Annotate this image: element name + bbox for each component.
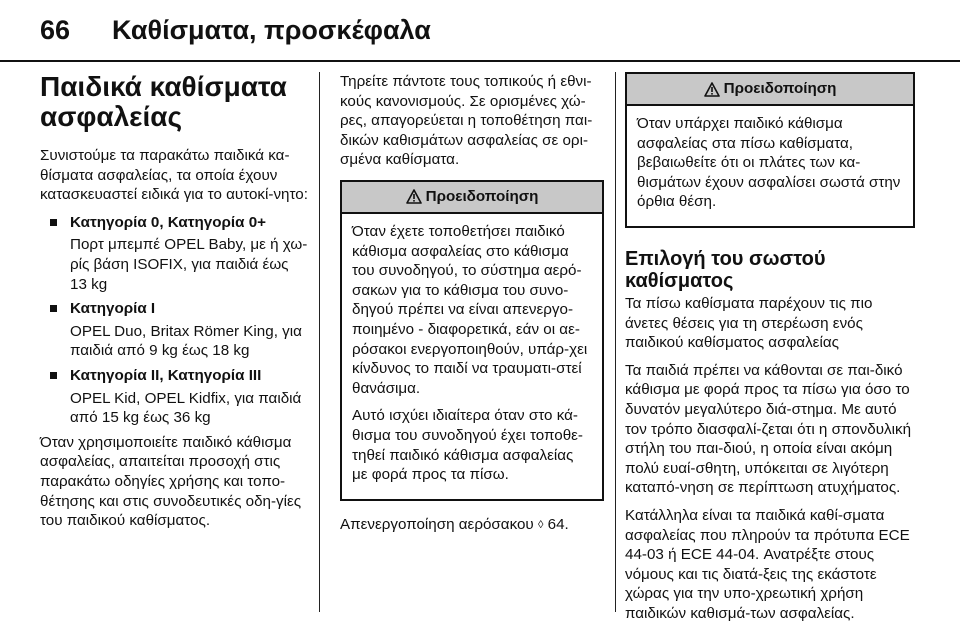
header-rule (0, 60, 960, 62)
warning-box (340, 180, 604, 501)
list-item (40, 299, 308, 361)
list-item-body: Πορτ μπεμπέ OPEL Baby, με ή χω-ρίς βάση ISOFIX, για παιδιά έως 13 kg (70, 236, 308, 293)
section-heading-child-seats: Παιδικά καθίσματα ασφαλείας (40, 71, 287, 132)
warning-box (625, 72, 915, 228)
list-item (40, 213, 308, 294)
page-reference-icon: ◊ (537, 518, 544, 531)
intro-paragraph: Συνιστούμε τα παρακάτω παιδικά κα-θίσματα ασφαλείας, τα οποία έχουν κατασκευαστεί ειδικά για το αυτοκί-νητο: (40, 147, 308, 204)
list-item-body: OPEL Kid, OPEL Kidfix, για παιδιά από 15 kg έως 36 kg (70, 389, 302, 427)
list-item-heading: Κατηγορία II, Κατηγορία III (70, 366, 262, 384)
cross-reference-page: 64. (547, 515, 569, 533)
column-divider-1 (319, 72, 320, 612)
body-paragraph: Κατάλληλα είναι τα παιδικά καθί-σματα ασφαλείας που πληρούν τα πρότυπα ECE 44-03 ή ECE 44-04. Ανατρέξτε στους νόμους και τις διατά-ξεις της εκάστοτε χώρας για την υπο-χρεωτική χρήση παιδικών καθισμά-των ασφαλείας. (625, 506, 910, 622)
square-bullet-icon (50, 372, 57, 379)
cross-reference (340, 515, 604, 536)
square-bullet-icon (50, 219, 57, 226)
warning-label: Προειδοποίηση (425, 188, 539, 206)
column-divider-2 (615, 72, 616, 612)
regulations-paragraph: Τηρείτε πάντοτε τους τοπικούς ή εθνι-κούς κανονισμούς. Σε ορισμένες χώ-ρες, απαγορεύεται η τοποθέτηση παι-δικών καθισμάτων ασφαλείας σε ορι-σμένα καθίσματα. (340, 73, 593, 169)
column-2 (340, 72, 604, 543)
body-paragraph: Τα παιδιά πρέπει να κάθονται σε παι-δικό κάθισμα με φορά προς τα πίσω για όσο το δυνατόν μεγαλύτερο διά-στημα. Με αυτό τον τρόπο διασφαλί-ζεται ότι η σπονδυλική στήλη του παι-διού, η οποία είναι ακόμη πολύ ευαί-σθητη, υπόκειται σε λιγότερη καταπό-νηση σε περίπτωση ατυχήματος. (625, 361, 912, 497)
page-number: 66 (40, 15, 71, 45)
list-item-heading: Κατηγορία I (70, 300, 156, 318)
section-heading-seat-selection: Επιλογή του σωστού καθίσματος (625, 247, 826, 292)
page-header (0, 0, 960, 62)
warning-paragraph: Αυτό ισχύει ιδιαίτερα όταν στο κά-θισμα του συνοδηγού έχει τοποθε-τηθεί παιδικό κάθισμα ασφαλείας με φορά προς τα πίσω. (352, 407, 583, 484)
warning-body (627, 106, 913, 226)
warning-triangle-icon (406, 189, 422, 204)
square-bullet-icon (50, 305, 57, 312)
warning-header (342, 182, 602, 214)
warning-triangle-icon (704, 82, 720, 97)
warning-header (627, 74, 913, 106)
running-title: Καθίσματα, προσκέφαλα (112, 15, 431, 45)
body-paragraph: Τα πίσω καθίσματα παρέχουν τις πιο άνετες θέσεις για τη στερέωση ενός παιδικού καθίσματος ασφαλείας (625, 294, 873, 352)
column-1 (40, 72, 308, 539)
warning-paragraph: Όταν υπάρχει παιδικό κάθισμα ασφαλείας στα πίσω καθίσματα, βεβαιωθείτε ότι οι πλάτες των κα-θισμάτων έχουν ασφαλίσει σωστά στην όρθια θέση. (637, 115, 901, 211)
column-3 (625, 72, 915, 631)
list-item-body: OPEL Duo, Britax Römer King, για παιδιά από 9 kg έως 18 kg (70, 322, 302, 360)
list-item-heading: Κατηγορία 0, Κατηγορία 0+ (70, 213, 267, 231)
warning-paragraph: Όταν έχετε τοποθετήσει παιδικό κάθισμα ασφαλείας στο κάθισμα του συνοδηγού, το σύστημα αερό-σακων για το κάθισμα του συνο-δηγού πρέπει να είναι απενεργο-ποιημένο - διαφορετικά, εάν οι αε-ρόσακοι ενεργοποιηθούν, υπάρ-χει κίνδυνος το παιδί να τραυματι-στεί θανάσιμα. (352, 222, 588, 397)
cross-reference-text: Απενεργοποίηση αερόσακου (340, 515, 534, 533)
closing-paragraph: Όταν χρησιμοποιείτε παιδικό κάθισμα ασφαλείας, απαιτείται προσοχή στις παρακάτω οδηγίες χρήσης και τοπο-θέτησης και στις συνοδευτικές οδη-γίες του παιδικού καθίσματος. (40, 433, 302, 530)
list-item (40, 366, 308, 428)
warning-label: Προειδοποίηση (723, 80, 837, 98)
warning-body (342, 214, 602, 499)
